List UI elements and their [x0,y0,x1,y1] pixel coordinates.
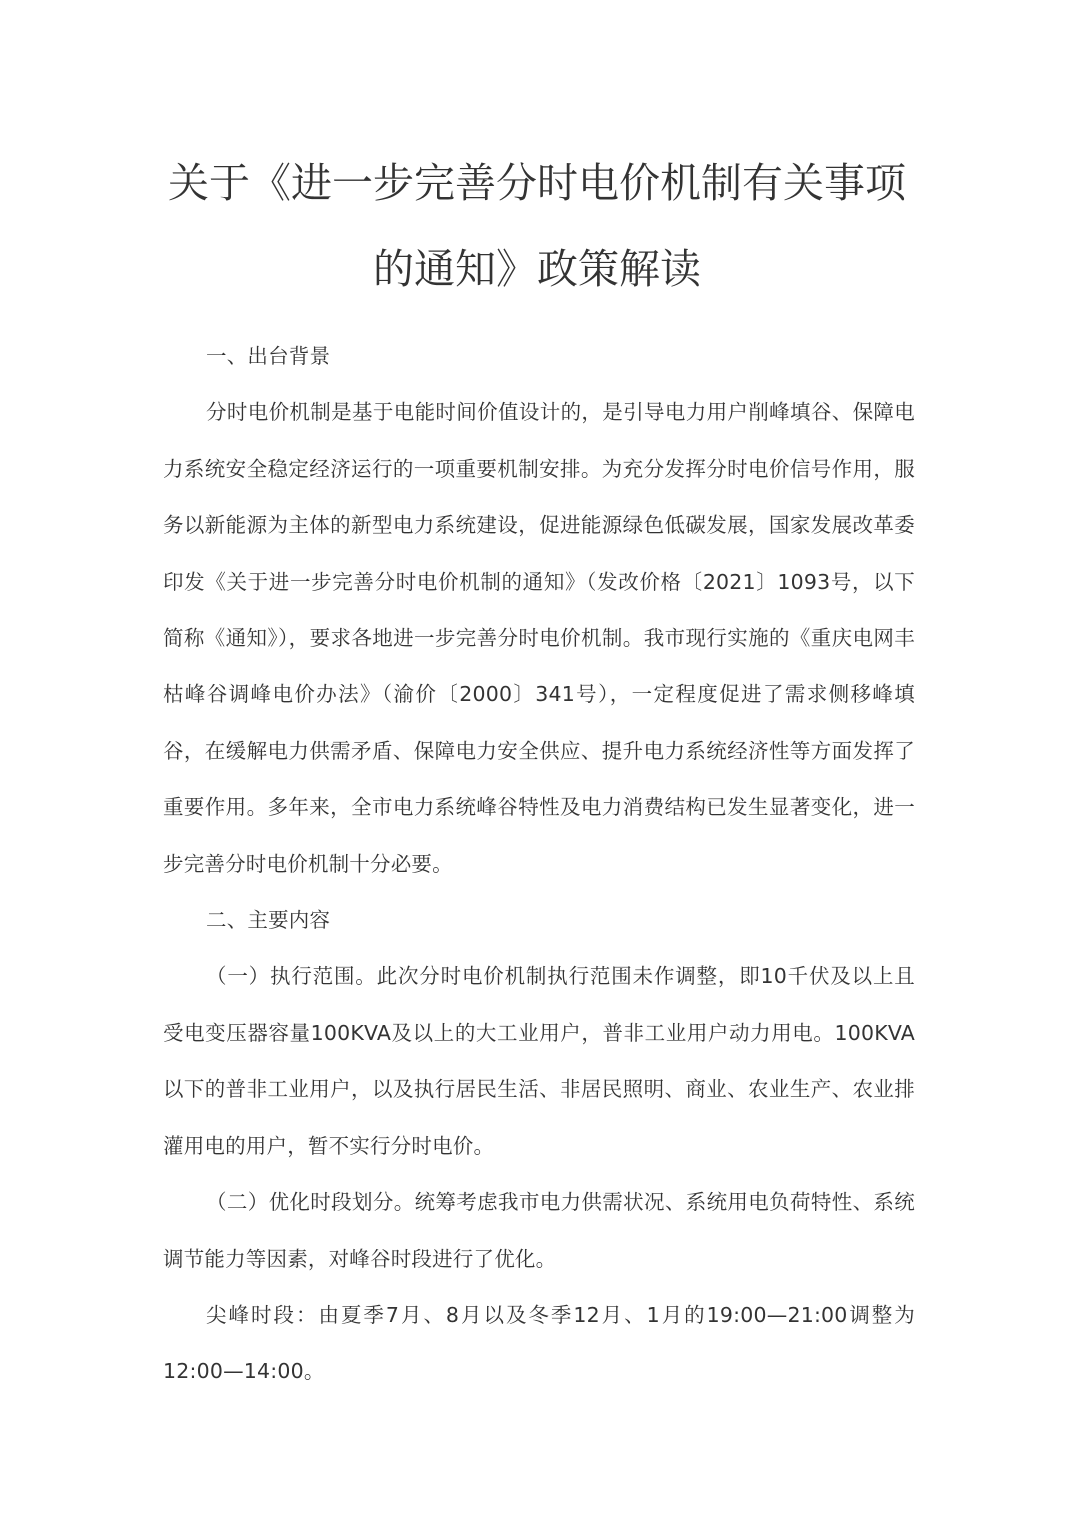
paragraph-time-periods: （二）优化时段划分。统筹考虑我市电力供需状况、系统用电负荷特性、系统调节能力等因素，对峰谷时段进行了优化。 [163,1190,915,1271]
paragraph-peak-hours: 尖峰时段：由夏季7月、8月以及冬季12月、1月的19:00—21:00调整为12:00—14:00。 [163,1302,915,1384]
document-title: 关于《进一步完善分时电价机制有关事项的通知》政策解读 [168,159,906,293]
section-heading-main-content: 二、主要内容 [206,908,331,933]
document-body [163,328,915,1400]
paragraph-scope: （一）执行范围。此次分时电价机制执行范围未作调整，即10千伏及以上且受电变压器容量100KVA及以上的大工业用户，普非工业用户动力用电。100KVA以下的普非工业用户，以及执行居民生活、非居民照明、商业、农业生产、农业排灌用电的用户，暂不实行分时电价。 [163,964,915,1158]
paragraph-background: 分时电价机制是基于电能时间价值设计的，是引导电力用户削峰填谷、保障电力系统安全稳定经济运行的一项重要机制安排。为充分发挥分时电价信号作用，服务以新能源为主体的新型电力系统建设，促进能源绿色低碳发展，国家发展改革委印发《关于进一步完善分时电价机制的通知》（发改价格〔2021〕1093号，以下简称《通知》），要求各地进一步完善分时电价机制。我市现行实施的《重庆电网丰枯峰谷调峰电价办法》（渝价〔2000〕341号），一定程度促进了需求侧移峰填谷，在缓解电力供需矛盾、保障电力安全供应、提升电力系统经济性等方面发挥了重要作用。多年来，全市电力系统峰谷特性及电力消费结构已发生显著变化，进一步完善分时电价机制十分必要。 [163,400,915,876]
section-heading-background: 一、出台背景 [206,344,331,368]
